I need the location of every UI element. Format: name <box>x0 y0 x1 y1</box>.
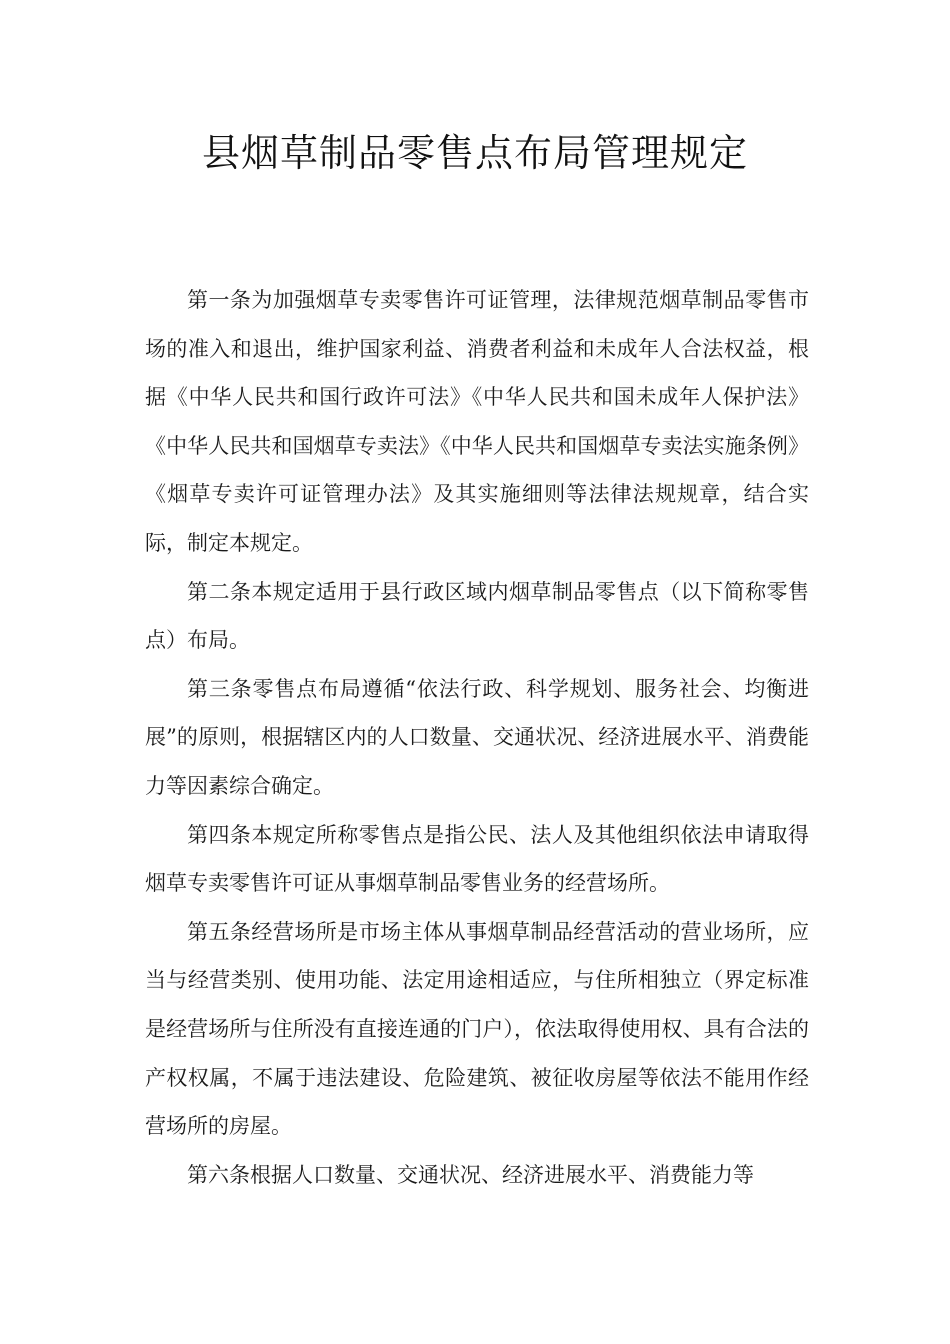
article-1-paragraph: 第一条为加强烟草专卖零售许可证管理，法律规范烟草制品零售市场的准入和退出，维护国家利益、消费者利益和未成年人合法权益，根据《中华人民共和国行政许可法》《中华人民共和国未成年人保护法》《中华人民共和国烟草专卖法》《中华人民共和国烟草专卖法实施条例》《烟草专卖许可证管理办法》及其实施细则等法律法规规章，结合实际，制定本规定。 <box>145 288 809 555</box>
document-body <box>145 276 809 1199</box>
article-3-paragraph: 第三条零售点布局遵循“依法行政、科学规划、服务社会、均衡进展”的原则，根据辖区内的人口数量、交通状况、经济进展水平、消费能力等因素综合确定。 <box>145 676 809 798</box>
article-6-paragraph: 第六条根据人口数量、交通状况、经济进展水平、消费能力等 <box>187 1162 754 1187</box>
article-5-paragraph: 第五条经营场所是市场主体从事烟草制品经营活动的营业场所，应当与经营类别、使用功能、法定用途相适应，与住所相独立（界定标准是经营场所与住所没有直接连通的门户），依法取得使用权、具有合法的产权权属，不属于违法建设、危险建筑、被征收房屋等依法不能用作经营场所的房屋。 <box>145 919 809 1139</box>
document-title: 县烟草制品零售点布局管理规定 <box>201 131 748 175</box>
article-4-paragraph: 第四条本规定所称零售点是指公民、法人及其他组织依法申请取得烟草专卖零售许可证从事烟草制品零售业务的经营场所。 <box>145 822 809 896</box>
article-2-paragraph: 第二条本规定适用于县行政区域内烟草制品零售点（以下简称零售点）布局。 <box>145 579 809 653</box>
